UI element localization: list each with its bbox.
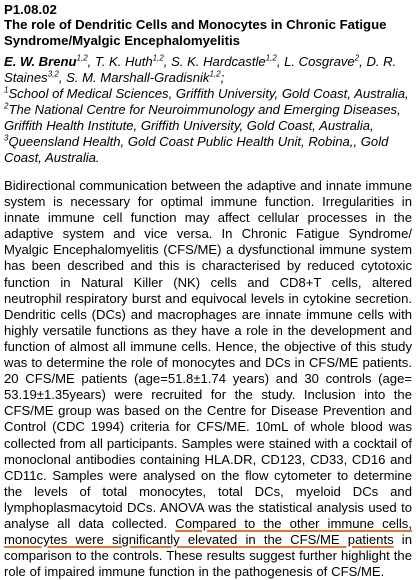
author-name: S. M. Marshall-Gradisnik xyxy=(66,70,210,85)
highlighted-finding: Compared to the other immune cells, monocytes were significantly elevated in the CFS/ME patients xyxy=(4,515,412,548)
author: T. K. Huth$^{1,2}$, xyxy=(94,53,172,69)
body-text: Bidirectional communication between the adaptive and innate immune system is necessary for optimal immune function. Irregularities in innate immune cell function may affect cellular processes in the adaptive system and vice versa. In Chronic Fatigue Syndrome/ Myalgic Encephalomyelitis (CFS/ME) a dysfunctional immune system has been described and this is characterised by reduced cytotoxic function in Natural Killer (NK) cells and CD8+T cells, altered neutrophil respiratory burst and equivocal levels in cytokine secretion. Dendritic cells (DCs) and macrophages are innate immune cells with highly versatile functions as they have a role in the development and function of almost all immune cells. Hence, the objective of this study was to determine the role of monocytes and DCs in CFS/ME patients. 20 CFS/ME patients (age=51.8±1.74 years) and 30 controls (age= 53.19±1.35years) were recruited for the study. Inclusion into the CFS/ME group was based on the Centre for Disease Prevention and Control (CDC 1994) criteria for CFS/ME. 10mL of whole blood was collected from all participants. Samples were stained with a cocktail of monoclonal antibodies containing HLA.DR, CD123, CD33, CD16 and CD11c. Samples were analysed on the flow cytometer to determine the levels of total monocytes, total DCs, myeloid DCs and lymphoplasmacytoid DCs. ANOVA was the statistical analysis used to analyse all data collected. xyxy=(4,178,412,531)
abstract-body xyxy=(4,178,412,580)
author-name: T. K. Huth xyxy=(94,54,153,69)
affiliation-marker: 3 xyxy=(4,133,9,143)
affiliation-list xyxy=(4,86,412,166)
affiliation-marker: 2 xyxy=(4,101,9,111)
author-name: E. W. Brenu xyxy=(4,54,77,69)
author: S. K. Hardcastle$^{1,2}$, xyxy=(171,53,285,69)
author-affiliation-marker: 1,2 xyxy=(152,53,164,63)
body-text-conclusion: in comparison to the controls. These results suggest further highlight the role of impaired immune function in the pathogenesis of CFS/ME. xyxy=(4,532,412,580)
author-affiliation-marker: 1,2 xyxy=(209,69,221,79)
author-affiliation-marker: 2 xyxy=(354,53,360,63)
author: L. Cosgrave$^2$, xyxy=(284,53,367,69)
abstract-title: The role of Dendritic Cells and Monocytes in Chronic Fatigue Syndrome/Myalgic Encephalomyelitis xyxy=(4,17,387,48)
author: E. W. Brenu$^{1,2}$, xyxy=(4,53,95,69)
author-name: S. K. Hardcastle xyxy=(171,54,266,69)
affiliation-text: School of Medical Sciences, Griffith University, Gold Coast, Australia, xyxy=(8,86,409,101)
author-name: L. Cosgrave xyxy=(284,54,355,69)
author-affiliation-marker: 1,2 xyxy=(76,53,88,63)
author-list xyxy=(4,54,412,86)
author: D. R. Staines$^{3,2}$, xyxy=(4,54,397,85)
author: S. M. Marshall-Gradisnik$^{1,2}$; xyxy=(66,69,225,85)
author-name: D. R. Staines xyxy=(4,54,397,85)
author-affiliation-marker: 1,2 xyxy=(265,53,277,63)
author-affiliation-marker: 3,2 xyxy=(47,69,59,79)
affiliation-marker: 1 xyxy=(4,85,9,95)
abstract-page xyxy=(4,2,412,580)
affiliation-text: Queensland Health, Gold Coast Public Health Unit, Robina,, Gold Coast, Australia. xyxy=(4,134,389,165)
abstract-id: P1.08.02 xyxy=(4,2,57,17)
affiliation-text: The National Centre for Neuroimmunology and Emerging Diseases, Griffith Health Institute, Griffith University, Gold Coast, Australia, xyxy=(4,102,401,133)
